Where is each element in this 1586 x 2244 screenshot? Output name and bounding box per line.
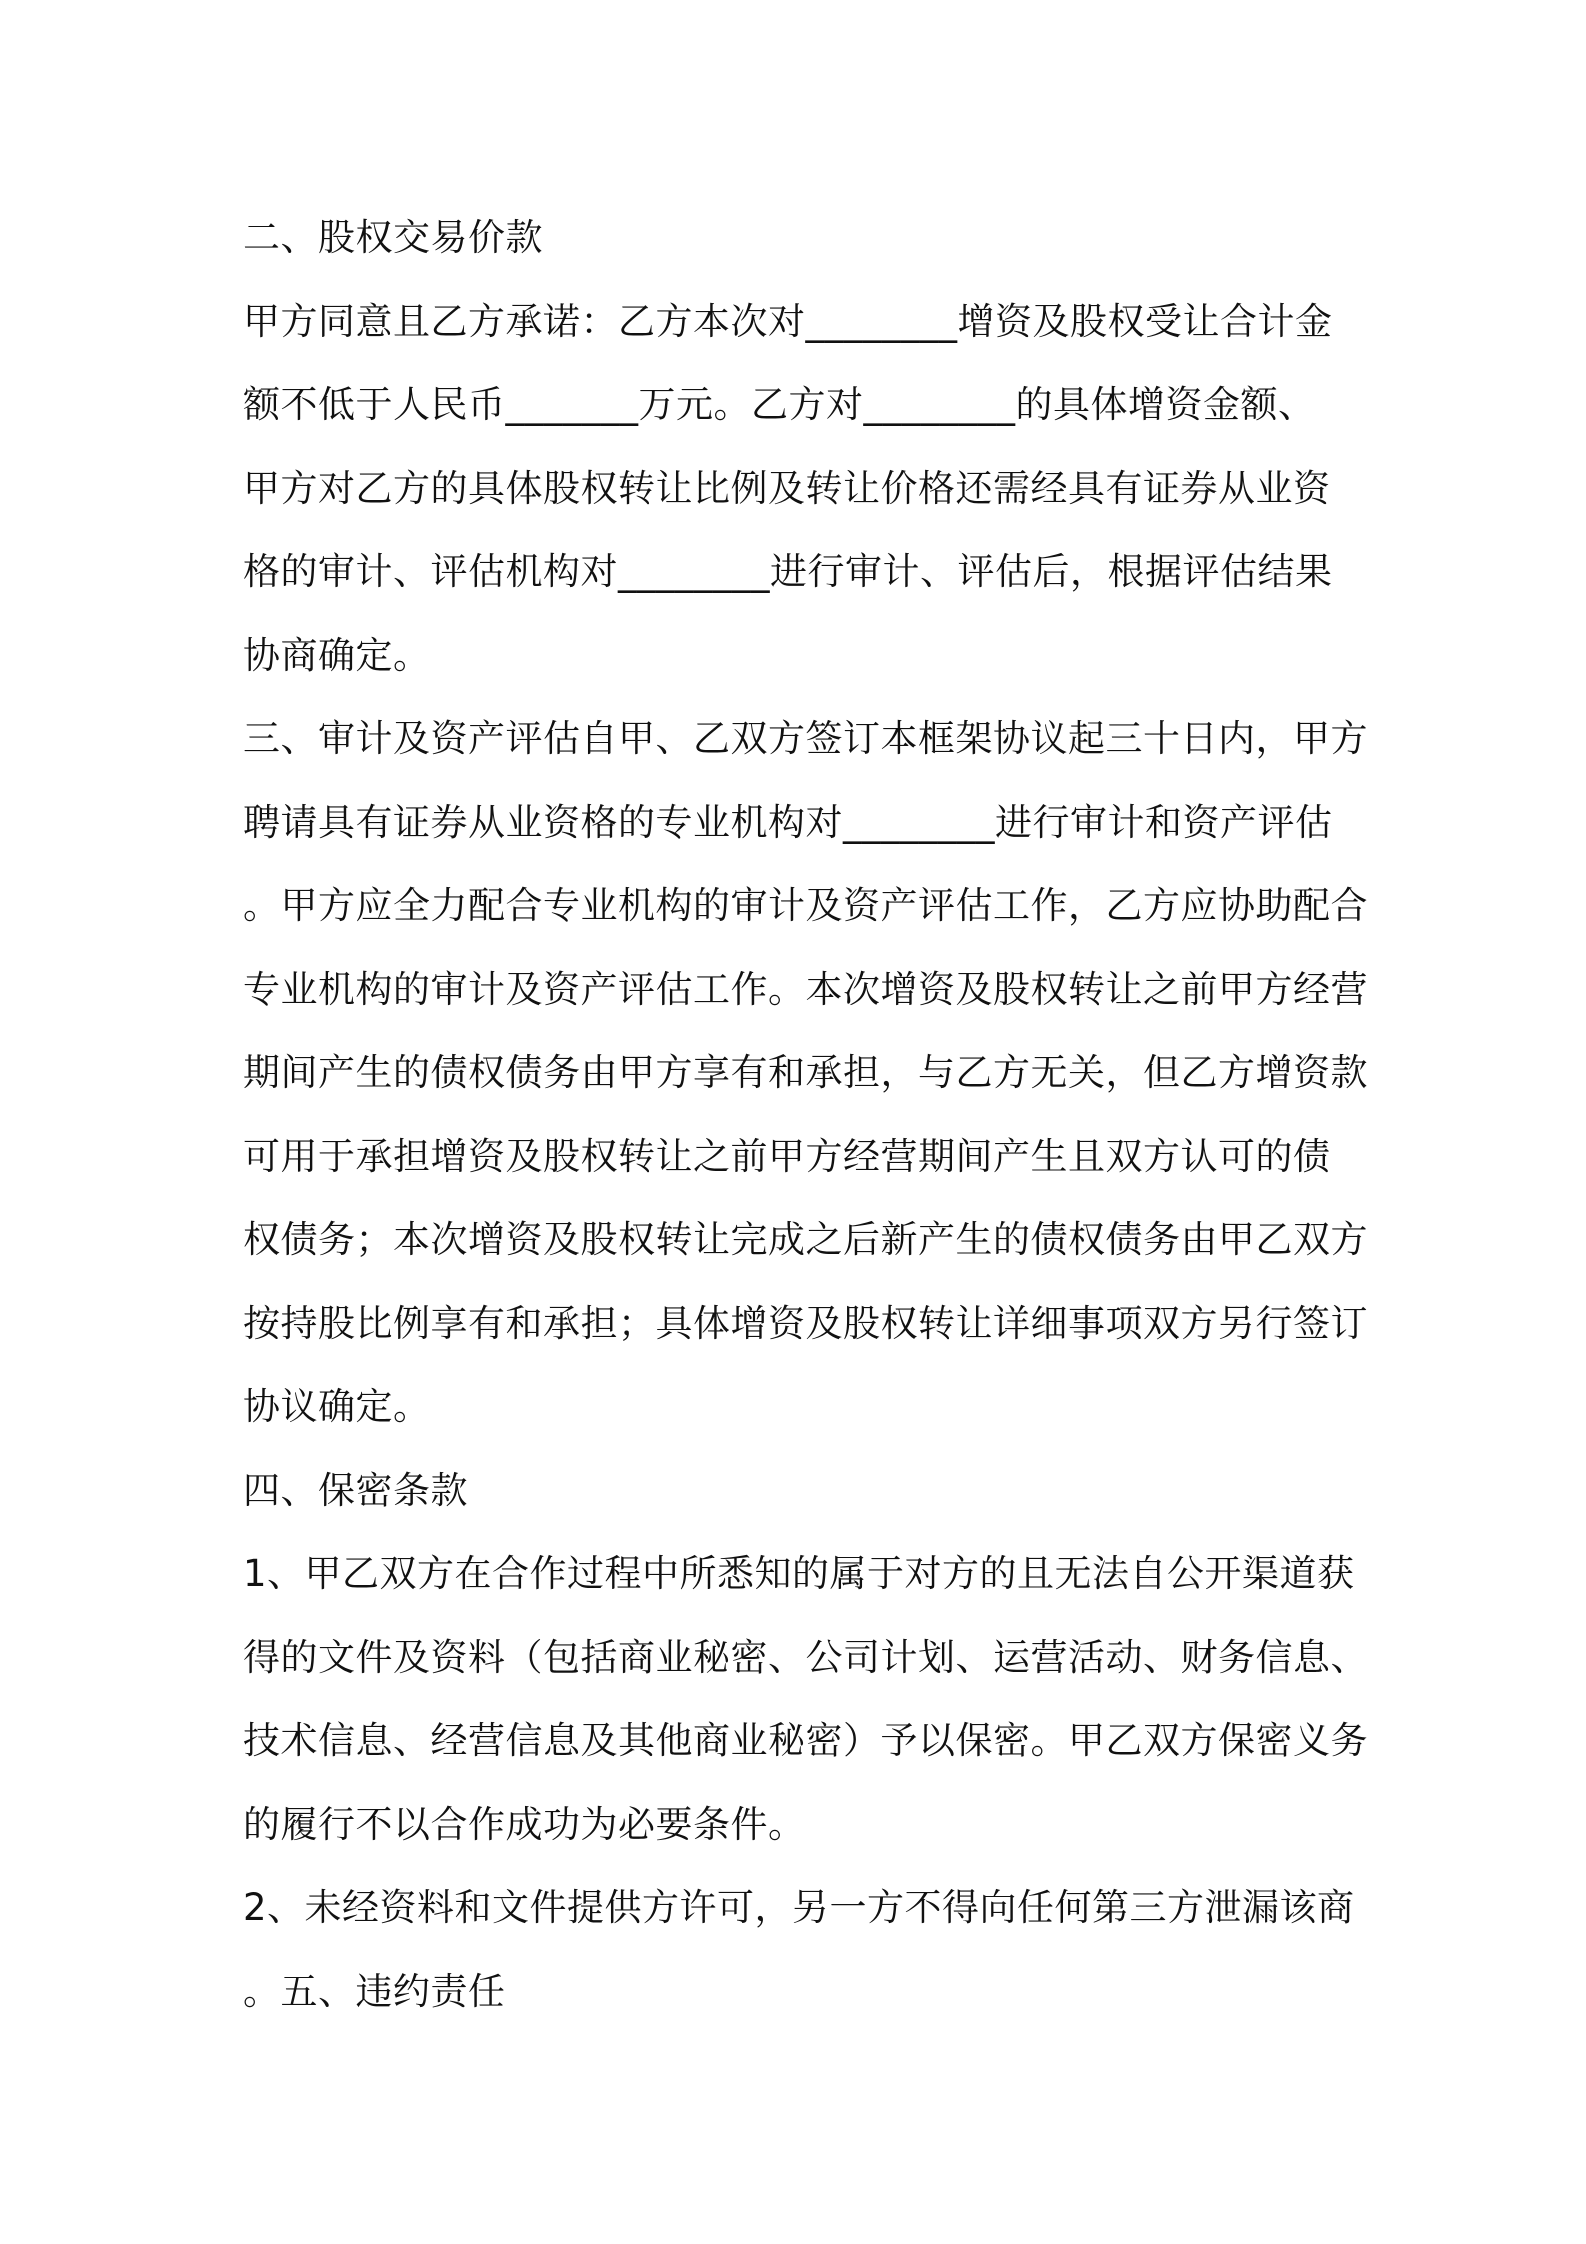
- paragraph-line: 额不低于人民币_______万元。乙方对________的具体增资金额、: [243, 383, 1316, 426]
- paragraph-line: 得的文件及资料（包括商业秘密、公司计划、运营活动、财务信息、: [243, 1635, 1368, 1679]
- paragraph-line: 按持股比例享有和承担；具体增资及股权转让详细事项双方另行签订: [243, 1301, 1368, 1345]
- paragraph-line: 协商确定。: [243, 633, 431, 677]
- paragraph-line: 技术信息、经营信息及其他商业秘密）予以保密。甲乙双方保密义务: [243, 1719, 1368, 1762]
- paragraph-line: 期间产生的债权债务由甲方享有和承担，与乙方无关，但乙方增资款: [243, 1051, 1368, 1094]
- paragraph-line: 权债务；本次增资及股权转让完成之后新产生的债权债务由甲乙双方: [243, 1218, 1368, 1261]
- paragraph-line: 甲方对乙方的具体股权转让比例及转让价格还需经具有证券从业资: [243, 466, 1331, 510]
- paragraph-line: 可用于承担增资及股权转让之前甲方经营期间产生且双方认可的债: [243, 1134, 1331, 1178]
- section-heading-price: 二、股权交易价款: [243, 216, 543, 259]
- paragraph-line: 甲方同意且乙方承诺：乙方本次对________增资及股权受让合计金: [243, 299, 1333, 343]
- section-heading-confidentiality: 四、保密条款: [243, 1468, 468, 1512]
- section-heading-liability: 。五、违约责任: [243, 1969, 506, 2013]
- section-heading-audit: 三、审计及资产评估自甲、乙双方签订本框架协议起三十日内，甲方: [243, 717, 1368, 760]
- document-body: [243, 196, 1368, 2033]
- paragraph-line: 协议确定。: [243, 1385, 431, 1428]
- paragraph-line: 2、未经资料和文件提供方许可，另一方不得向任何第三方泄漏该商: [243, 1886, 1355, 1929]
- paragraph-line: 专业机构的审计及资产评估工作。本次增资及股权转让之前甲方经营: [243, 967, 1368, 1011]
- paragraph-line: 1、甲乙双方在合作过程中所悉知的属于对方的且无法自公开渠道获: [243, 1552, 1355, 1595]
- paragraph-line: 。甲方应全力配合专业机构的审计及资产评估工作，乙方应协助配合: [243, 884, 1368, 927]
- paragraph-line: 格的审计、评估机构对________进行审计、评估后，根据评估结果: [243, 550, 1333, 593]
- paragraph-line: 的履行不以合作成功为必要条件。: [243, 1802, 806, 1846]
- paragraph-line: 聘请具有证券从业资格的专业机构对________进行审计和资产评估: [243, 800, 1333, 844]
